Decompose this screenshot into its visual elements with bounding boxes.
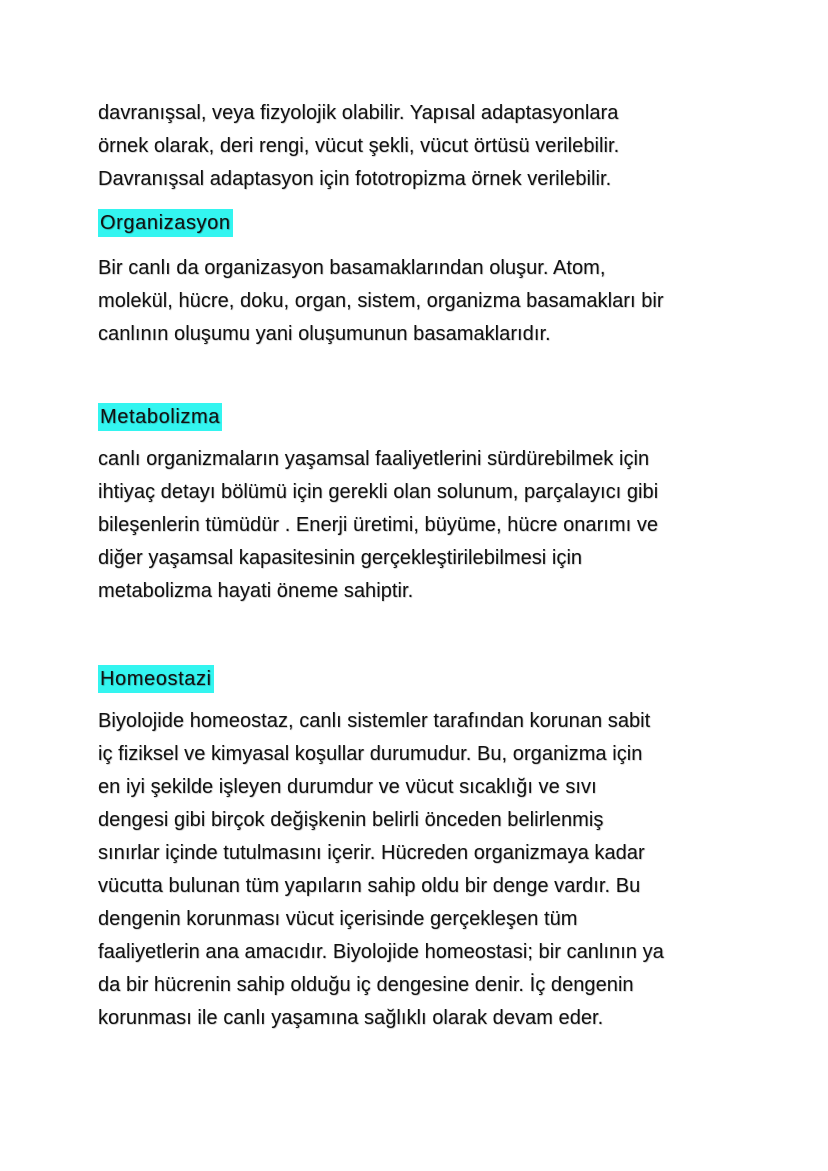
section-heading-organizasyon: Organizasyon (98, 209, 233, 237)
paragraph-line: örnek olarak, deri rengi, vücut şekli, vücut örtüsü verilebilir. (98, 135, 620, 157)
paragraph-line: diğer yaşamsal kapasitesinin gerçekleştirilebilmesi için (98, 547, 583, 569)
paragraph-line: vücutta bulunan tüm yapıların sahip oldu bir denge vardır. Bu (98, 875, 641, 897)
paragraph-line: dengenin korunması vücut içerisinde gerçekleşen tüm (98, 908, 578, 930)
organizasyon-paragraph (98, 252, 738, 351)
metabolizma-paragraph (98, 443, 738, 608)
paragraph-line: Davranışsal adaptasyon için fototropizma örnek verilebilir. (98, 168, 612, 190)
paragraph-line: sınırlar içinde tutulmasını içerir. Hücreden organizmaya kadar (98, 842, 645, 864)
paragraph-line: da bir hücrenin sahip olduğu iç dengesine denir. İç dengenin (98, 974, 634, 996)
paragraph-line: ihtiyaç detayı bölümü için gerekli olan solunum, parçalayıcı gibi (98, 481, 659, 503)
paragraph-line: Bir canlı da organizasyon basamaklarından oluşur. Atom, (98, 257, 606, 279)
paragraph-line: en iyi şekilde işleyen durumdur ve vücut sıcaklığı ve sıvı (98, 776, 597, 798)
intro-paragraph (98, 97, 738, 196)
paragraph-line: metabolizma hayati öneme sahiptir. (98, 580, 414, 602)
paragraph-line: Biyolojide homeostaz, canlı sistemler tarafından korunan sabit (98, 710, 651, 732)
homeostazi-paragraph (98, 705, 738, 1035)
paragraph-line: dengesi gibi birçok değişkenin belirli önceden belirlenmiş (98, 809, 604, 831)
paragraph-line: canlının oluşumu yani oluşumunun basamaklarıdır. (98, 323, 551, 345)
section-heading-metabolizma: Metabolizma (98, 403, 222, 431)
paragraph-line: iç fiziksel ve kimyasal koşullar durumudur. Bu, organizma için (98, 743, 643, 765)
section-heading-homeostazi: Homeostazi (98, 665, 214, 693)
paragraph-line: bileşenlerin tümüdür . Enerji üretimi, büyüme, hücre onarımı ve (98, 514, 659, 536)
paragraph-line: faaliyetlerin ana amacıdır. Biyolojide homeostasi; bir canlının ya (98, 941, 664, 963)
paragraph-line: molekül, hücre, doku, organ, sistem, organizma basamakları bir (98, 290, 664, 312)
paragraph-line: canlı organizmaların yaşamsal faaliyetlerini sürdürebilmek için (98, 448, 650, 470)
paragraph-line: davranışsal, veya fizyolojik olabilir. Yapısal adaptasyonlara (98, 102, 619, 124)
paragraph-line: korunması ile canlı yaşamına sağlıklı olarak devam eder. (98, 1007, 604, 1029)
